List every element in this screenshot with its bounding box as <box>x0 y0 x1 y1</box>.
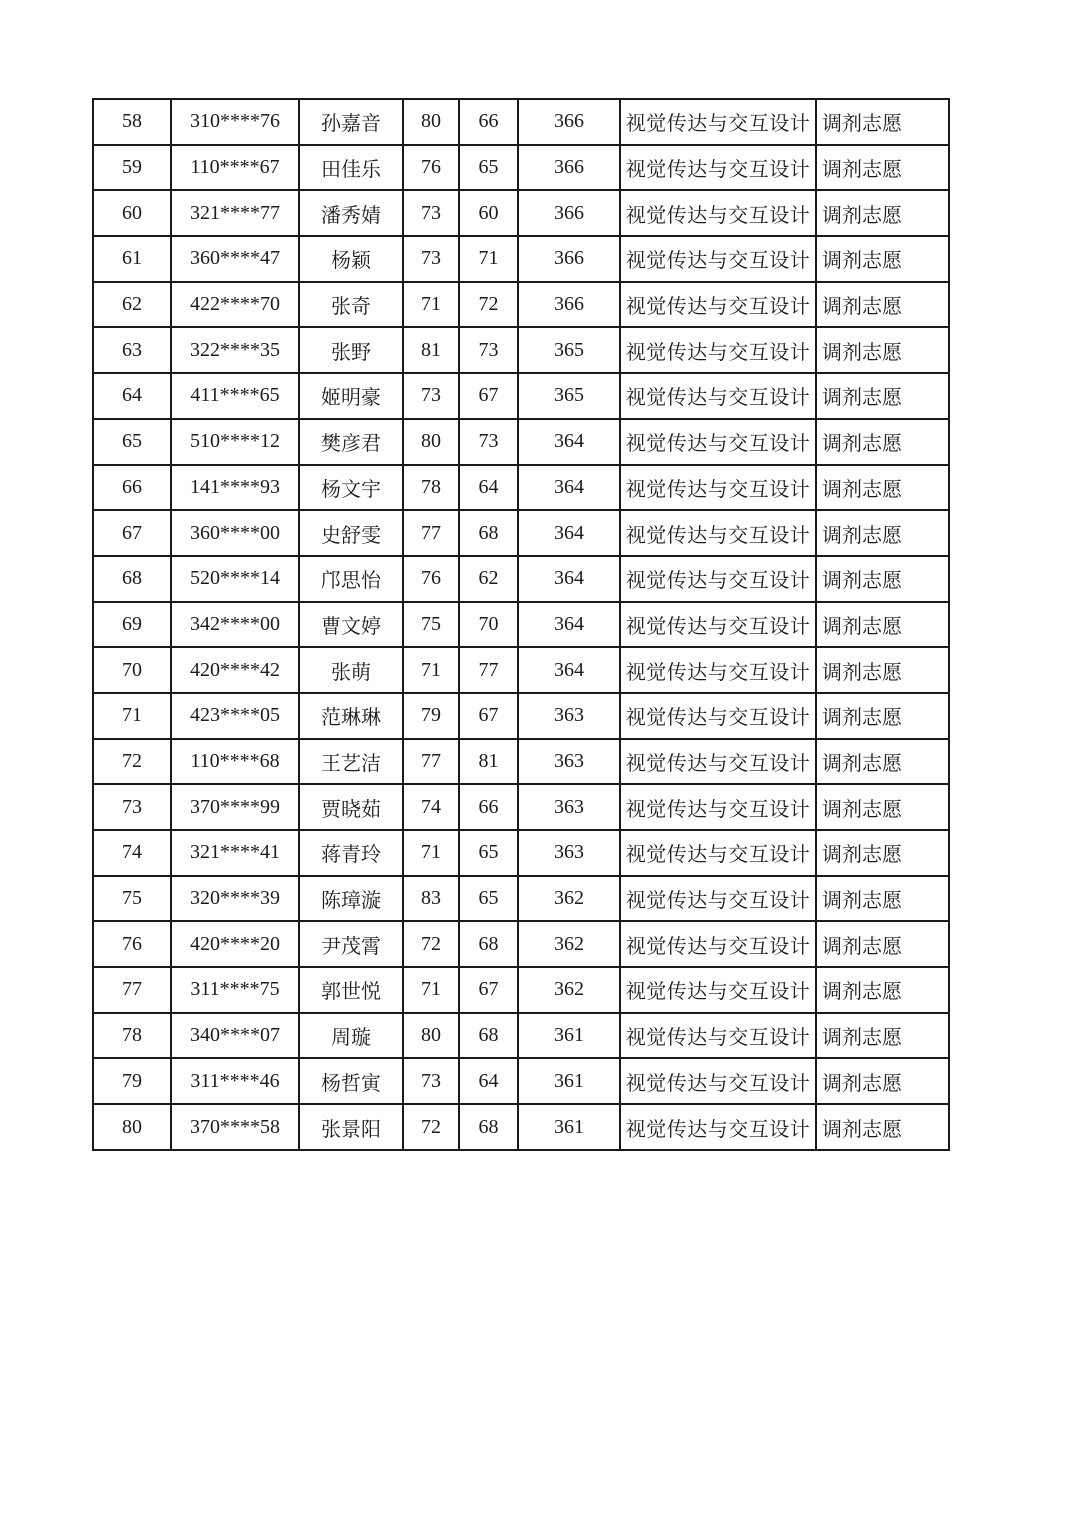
score-1-cell: 81 <box>403 327 459 373</box>
score-1-cell: 76 <box>403 145 459 191</box>
candidate-id-cell: 420****20 <box>171 921 299 967</box>
score-2-cell: 77 <box>459 647 518 693</box>
name-cell: 邝思怡 <box>299 556 403 602</box>
name-cell: 姬明豪 <box>299 373 403 419</box>
major-cell: 视觉传达与交互设计 <box>620 282 816 328</box>
score-2-cell: 81 <box>459 739 518 785</box>
table-row <box>93 465 949 511</box>
row-number-cell: 60 <box>93 190 171 236</box>
candidate-id-cell: 320****39 <box>171 876 299 922</box>
volunteer-type-cell: 调剂志愿 <box>816 1104 949 1150</box>
table-row <box>93 510 949 556</box>
table-row <box>93 739 949 785</box>
total-score-cell: 361 <box>518 1058 620 1104</box>
volunteer-type-cell: 调剂志愿 <box>816 373 949 419</box>
major-cell: 视觉传达与交互设计 <box>620 739 816 785</box>
volunteer-type-cell: 调剂志愿 <box>816 236 949 282</box>
total-score-cell: 364 <box>518 602 620 648</box>
major-cell: 视觉传达与交互设计 <box>620 99 816 145</box>
row-number-cell: 76 <box>93 921 171 967</box>
row-number-cell: 72 <box>93 739 171 785</box>
name-cell: 郭世悦 <box>299 967 403 1013</box>
total-score-cell: 363 <box>518 830 620 876</box>
total-score-cell: 365 <box>518 327 620 373</box>
row-number-cell: 80 <box>93 1104 171 1150</box>
score-1-cell: 80 <box>403 99 459 145</box>
major-cell: 视觉传达与交互设计 <box>620 784 816 830</box>
major-cell: 视觉传达与交互设计 <box>620 327 816 373</box>
score-1-cell: 83 <box>403 876 459 922</box>
name-cell: 田佳乐 <box>299 145 403 191</box>
score-1-cell: 71 <box>403 282 459 328</box>
major-cell: 视觉传达与交互设计 <box>620 145 816 191</box>
major-cell: 视觉传达与交互设计 <box>620 510 816 556</box>
name-cell: 陈璋漩 <box>299 876 403 922</box>
score-2-cell: 64 <box>459 1058 518 1104</box>
table-row <box>93 419 949 465</box>
score-2-cell: 68 <box>459 510 518 556</box>
table-row <box>93 236 949 282</box>
score-2-cell: 60 <box>459 190 518 236</box>
total-score-cell: 366 <box>518 190 620 236</box>
row-number-cell: 69 <box>93 602 171 648</box>
name-cell: 张奇 <box>299 282 403 328</box>
table-row <box>93 1013 949 1059</box>
total-score-cell: 363 <box>518 693 620 739</box>
candidate-id-cell: 311****75 <box>171 967 299 1013</box>
score-1-cell: 73 <box>403 190 459 236</box>
candidate-id-cell: 423****05 <box>171 693 299 739</box>
score-2-cell: 67 <box>459 967 518 1013</box>
volunteer-type-cell: 调剂志愿 <box>816 556 949 602</box>
name-cell: 蒋青玲 <box>299 830 403 876</box>
table-row <box>93 921 949 967</box>
total-score-cell: 364 <box>518 465 620 511</box>
score-2-cell: 67 <box>459 693 518 739</box>
name-cell: 史舒雯 <box>299 510 403 556</box>
total-score-cell: 366 <box>518 236 620 282</box>
total-score-cell: 364 <box>518 647 620 693</box>
candidate-id-cell: 510****12 <box>171 419 299 465</box>
table-row <box>93 1058 949 1104</box>
volunteer-type-cell: 调剂志愿 <box>816 876 949 922</box>
row-number-cell: 73 <box>93 784 171 830</box>
table-body <box>93 99 949 1150</box>
score-1-cell: 71 <box>403 830 459 876</box>
volunteer-type-cell: 调剂志愿 <box>816 1013 949 1059</box>
score-2-cell: 67 <box>459 373 518 419</box>
candidate-id-cell: 370****99 <box>171 784 299 830</box>
name-cell: 曹文婷 <box>299 602 403 648</box>
score-2-cell: 73 <box>459 327 518 373</box>
candidate-id-cell: 520****14 <box>171 556 299 602</box>
row-number-cell: 75 <box>93 876 171 922</box>
total-score-cell: 364 <box>518 419 620 465</box>
score-2-cell: 64 <box>459 465 518 511</box>
major-cell: 视觉传达与交互设计 <box>620 1104 816 1150</box>
major-cell: 视觉传达与交互设计 <box>620 647 816 693</box>
row-number-cell: 78 <box>93 1013 171 1059</box>
name-cell: 尹茂霄 <box>299 921 403 967</box>
table-row <box>93 602 949 648</box>
name-cell: 贾晓茹 <box>299 784 403 830</box>
volunteer-type-cell: 调剂志愿 <box>816 739 949 785</box>
score-2-cell: 66 <box>459 784 518 830</box>
row-number-cell: 61 <box>93 236 171 282</box>
name-cell: 张野 <box>299 327 403 373</box>
score-1-cell: 77 <box>403 510 459 556</box>
volunteer-type-cell: 调剂志愿 <box>816 510 949 556</box>
major-cell: 视觉传达与交互设计 <box>620 921 816 967</box>
major-cell: 视觉传达与交互设计 <box>620 876 816 922</box>
table-row <box>93 1104 949 1150</box>
score-1-cell: 79 <box>403 693 459 739</box>
score-1-cell: 72 <box>403 921 459 967</box>
total-score-cell: 362 <box>518 921 620 967</box>
score-1-cell: 77 <box>403 739 459 785</box>
total-score-cell: 361 <box>518 1104 620 1150</box>
name-cell: 张景阳 <box>299 1104 403 1150</box>
volunteer-type-cell: 调剂志愿 <box>816 830 949 876</box>
major-cell: 视觉传达与交互设计 <box>620 1013 816 1059</box>
score-2-cell: 68 <box>459 1104 518 1150</box>
name-cell: 张萌 <box>299 647 403 693</box>
candidate-id-cell: 322****35 <box>171 327 299 373</box>
candidate-id-cell: 321****41 <box>171 830 299 876</box>
major-cell: 视觉传达与交互设计 <box>620 693 816 739</box>
total-score-cell: 363 <box>518 784 620 830</box>
row-number-cell: 65 <box>93 419 171 465</box>
name-cell: 孙嘉音 <box>299 99 403 145</box>
volunteer-type-cell: 调剂志愿 <box>816 647 949 693</box>
score-2-cell: 68 <box>459 1013 518 1059</box>
score-2-cell: 73 <box>459 419 518 465</box>
candidate-id-cell: 110****68 <box>171 739 299 785</box>
volunteer-type-cell: 调剂志愿 <box>816 282 949 328</box>
row-number-cell: 70 <box>93 647 171 693</box>
total-score-cell: 366 <box>518 282 620 328</box>
major-cell: 视觉传达与交互设计 <box>620 602 816 648</box>
row-number-cell: 68 <box>93 556 171 602</box>
volunteer-type-cell: 调剂志愿 <box>816 784 949 830</box>
score-1-cell: 72 <box>403 1104 459 1150</box>
candidate-id-cell: 342****00 <box>171 602 299 648</box>
total-score-cell: 364 <box>518 556 620 602</box>
volunteer-type-cell: 调剂志愿 <box>816 693 949 739</box>
total-score-cell: 365 <box>518 373 620 419</box>
candidate-id-cell: 141****93 <box>171 465 299 511</box>
row-number-cell: 67 <box>93 510 171 556</box>
score-1-cell: 73 <box>403 236 459 282</box>
name-cell: 潘秀婧 <box>299 190 403 236</box>
volunteer-type-cell: 调剂志愿 <box>816 327 949 373</box>
candidate-id-cell: 360****47 <box>171 236 299 282</box>
name-cell: 樊彦君 <box>299 419 403 465</box>
table-row <box>93 373 949 419</box>
score-2-cell: 65 <box>459 876 518 922</box>
major-cell: 视觉传达与交互设计 <box>620 556 816 602</box>
volunteer-type-cell: 调剂志愿 <box>816 99 949 145</box>
table-row <box>93 145 949 191</box>
volunteer-type-cell: 调剂志愿 <box>816 465 949 511</box>
score-1-cell: 73 <box>403 373 459 419</box>
major-cell: 视觉传达与交互设计 <box>620 236 816 282</box>
name-cell: 杨文宇 <box>299 465 403 511</box>
score-2-cell: 70 <box>459 602 518 648</box>
table-row <box>93 876 949 922</box>
total-score-cell: 366 <box>518 99 620 145</box>
name-cell: 杨颖 <box>299 236 403 282</box>
volunteer-type-cell: 调剂志愿 <box>816 967 949 1013</box>
score-2-cell: 72 <box>459 282 518 328</box>
volunteer-type-cell: 调剂志愿 <box>816 419 949 465</box>
name-cell: 周璇 <box>299 1013 403 1059</box>
row-number-cell: 71 <box>93 693 171 739</box>
major-cell: 视觉传达与交互设计 <box>620 967 816 1013</box>
row-number-cell: 66 <box>93 465 171 511</box>
score-1-cell: 80 <box>403 419 459 465</box>
total-score-cell: 363 <box>518 739 620 785</box>
score-1-cell: 74 <box>403 784 459 830</box>
score-1-cell: 75 <box>403 602 459 648</box>
major-cell: 视觉传达与交互设计 <box>620 419 816 465</box>
major-cell: 视觉传达与交互设计 <box>620 465 816 511</box>
candidate-id-cell: 110****67 <box>171 145 299 191</box>
candidate-id-cell: 422****70 <box>171 282 299 328</box>
total-score-cell: 361 <box>518 1013 620 1059</box>
volunteer-type-cell: 调剂志愿 <box>816 921 949 967</box>
name-cell: 范琳琳 <box>299 693 403 739</box>
total-score-cell: 364 <box>518 510 620 556</box>
table-row <box>93 99 949 145</box>
volunteer-type-cell: 调剂志愿 <box>816 145 949 191</box>
table-row <box>93 693 949 739</box>
volunteer-type-cell: 调剂志愿 <box>816 602 949 648</box>
table-row <box>93 830 949 876</box>
row-number-cell: 58 <box>93 99 171 145</box>
table-row <box>93 556 949 602</box>
candidate-id-cell: 310****76 <box>171 99 299 145</box>
score-1-cell: 78 <box>403 465 459 511</box>
table-row <box>93 327 949 373</box>
candidate-id-cell: 340****07 <box>171 1013 299 1059</box>
total-score-cell: 366 <box>518 145 620 191</box>
row-number-cell: 62 <box>93 282 171 328</box>
major-cell: 视觉传达与交互设计 <box>620 830 816 876</box>
row-number-cell: 74 <box>93 830 171 876</box>
table-row <box>93 784 949 830</box>
score-2-cell: 68 <box>459 921 518 967</box>
row-number-cell: 64 <box>93 373 171 419</box>
row-number-cell: 79 <box>93 1058 171 1104</box>
score-1-cell: 71 <box>403 647 459 693</box>
table-row <box>93 647 949 693</box>
table-row <box>93 967 949 1013</box>
score-2-cell: 65 <box>459 145 518 191</box>
score-1-cell: 73 <box>403 1058 459 1104</box>
table-row <box>93 190 949 236</box>
score-1-cell: 80 <box>403 1013 459 1059</box>
name-cell: 杨哲寅 <box>299 1058 403 1104</box>
row-number-cell: 77 <box>93 967 171 1013</box>
row-number-cell: 59 <box>93 145 171 191</box>
score-2-cell: 65 <box>459 830 518 876</box>
table-row <box>93 282 949 328</box>
total-score-cell: 362 <box>518 876 620 922</box>
major-cell: 视觉传达与交互设计 <box>620 190 816 236</box>
candidate-id-cell: 360****00 <box>171 510 299 556</box>
candidate-id-cell: 321****77 <box>171 190 299 236</box>
score-1-cell: 76 <box>403 556 459 602</box>
score-2-cell: 66 <box>459 99 518 145</box>
candidate-id-cell: 420****42 <box>171 647 299 693</box>
volunteer-type-cell: 调剂志愿 <box>816 190 949 236</box>
score-1-cell: 71 <box>403 967 459 1013</box>
candidate-id-cell: 411****65 <box>171 373 299 419</box>
row-number-cell: 63 <box>93 327 171 373</box>
name-cell: 王艺洁 <box>299 739 403 785</box>
major-cell: 视觉传达与交互设计 <box>620 373 816 419</box>
admission-score-table <box>92 98 950 1151</box>
score-2-cell: 62 <box>459 556 518 602</box>
candidate-id-cell: 311****46 <box>171 1058 299 1104</box>
volunteer-type-cell: 调剂志愿 <box>816 1058 949 1104</box>
candidate-id-cell: 370****58 <box>171 1104 299 1150</box>
total-score-cell: 362 <box>518 967 620 1013</box>
score-2-cell: 71 <box>459 236 518 282</box>
major-cell: 视觉传达与交互设计 <box>620 1058 816 1104</box>
